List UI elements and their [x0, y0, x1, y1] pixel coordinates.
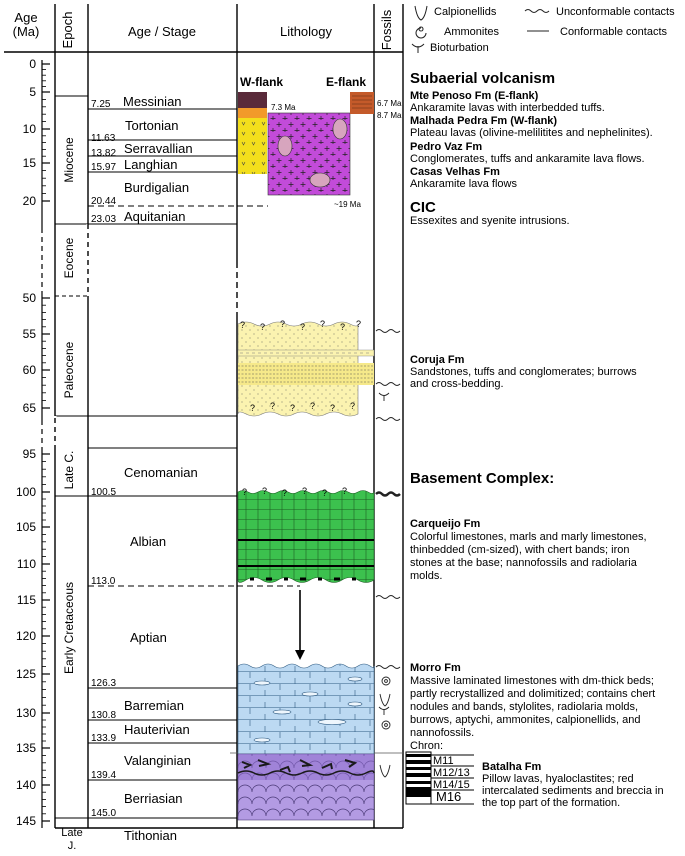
lithology-volcanics: [238, 75, 402, 209]
uncertain-mark: ?: [270, 401, 276, 411]
lithology-morro: [238, 664, 375, 754]
stage-age: 20.44: [91, 196, 117, 207]
header-epoch: Epoch: [60, 11, 75, 49]
stage-name: Albian: [130, 534, 167, 549]
stage-name: Tortonian: [125, 118, 179, 133]
age-tick-label: 15: [22, 156, 36, 170]
basement-heading: Basement Complex:: [410, 470, 555, 487]
uncertain-mark: ?: [262, 486, 268, 496]
uncertain-mark: ?: [260, 322, 266, 332]
uncertain-mark: ?: [250, 403, 256, 413]
epoch-late-jurassic: Late: [61, 827, 83, 839]
chron-m16: M16: [436, 789, 462, 804]
lithology-batalha: [238, 754, 374, 820]
stage-age: 113.0: [91, 576, 116, 587]
legend: [412, 6, 675, 54]
stage-name: Cenomanian: [124, 465, 198, 480]
epoch-late-jurassic-j: J.: [67, 840, 77, 851]
age-tick-label: 130: [15, 706, 36, 720]
carqueijo-text-4: molds.: [410, 570, 443, 582]
uncertain-mark: ?: [322, 488, 328, 498]
age-tick-label: 105: [15, 520, 36, 534]
chron-m12: M12/13: [433, 767, 470, 779]
formation-descriptions: [410, 70, 664, 809]
epoch-paleocene: Paleocene: [62, 341, 76, 399]
stage-name: Valanginian: [124, 753, 191, 768]
age-tick-label: 65: [22, 401, 36, 415]
stage-name: Burdigalian: [124, 180, 190, 195]
age-arrow: [295, 590, 305, 660]
age-tick-label: 140: [15, 778, 36, 792]
epoch-early-cretaceous: Early Cretaceous: [62, 581, 76, 675]
uncertain-mark: ?: [342, 486, 348, 496]
mte-penoso-lava: [350, 92, 374, 114]
morro-text-4: burrows, aptychi, ammonites, calpionellids, and: [410, 714, 641, 726]
age-tick-label: 145: [15, 814, 36, 828]
stage-age: 126.3: [91, 678, 117, 689]
morro-text-1: Massive laminated limestones with dm-thick beds;: [410, 675, 654, 687]
ammonite-icon: [416, 27, 426, 38]
uncertain-mark: ?: [282, 488, 288, 498]
morro-text-2: partly recrystallized and dolimitized; contains chert: [410, 688, 656, 700]
column-headers: [13, 9, 394, 50]
coruja-text-1: Sandstones, tuffs and conglomerates; burrows: [410, 366, 637, 378]
xenolith-3: [310, 173, 330, 187]
casas-velhas-text: Ankaramite lava flows: [410, 178, 517, 190]
header-stage: Age / Stage: [128, 24, 196, 39]
stage-age: 133.9: [91, 733, 117, 744]
pedro-vaz-heading: Pedro Vaz Fm: [410, 141, 483, 153]
xenolith-1: [278, 136, 292, 156]
cic-heading: CIC: [410, 199, 436, 216]
label-8-7-ma: 8.7 Ma: [377, 111, 402, 120]
uncertain-mark: ?: [300, 322, 306, 332]
stage-age: 130.8: [91, 710, 117, 721]
calpionellid-icon: [415, 6, 427, 20]
epoch-miocene: Miocene: [62, 137, 76, 183]
label-6-7-ma: 6.7 Ma: [377, 99, 402, 108]
chron-label: Chron:: [410, 740, 444, 752]
legend-bioturbation: Bioturbation: [430, 42, 489, 54]
uncertain-mark: ?: [356, 319, 362, 329]
stage-name: Berriasian: [124, 791, 183, 806]
age-tick-label: 5: [29, 85, 36, 99]
uncertain-mark: ?: [350, 401, 356, 411]
uncertain-mark: ?: [330, 403, 336, 413]
xenolith-2: [333, 119, 347, 139]
stage-age: 23.03: [91, 214, 117, 225]
fossil-column: [376, 330, 400, 778]
age-tick-label: 135: [15, 741, 36, 755]
epoch-column: [55, 96, 88, 851]
age-tick-label: 55: [22, 327, 36, 341]
messinian-lava-w: [238, 92, 267, 108]
stage-name: Serravallian: [124, 141, 193, 156]
header-lithology: Lithology: [279, 24, 333, 39]
unconformable-icon: [525, 10, 549, 13]
stage-name: Messinian: [123, 94, 182, 109]
pedro-vaz-text: Conglomerates, tuffs and ankaramite lava flows.: [410, 153, 645, 165]
epoch-eocene: Eocene: [62, 237, 76, 279]
legend-unconformable: Unconformable contacts: [556, 6, 675, 18]
stage-age: 100.5: [91, 487, 117, 498]
batalha-heading: Batalha Fm: [482, 761, 542, 773]
header-fossils: Fossils: [379, 9, 394, 51]
lithology-carqueijo: [238, 486, 374, 583]
lithology-coruja: [238, 319, 374, 416]
legend-calpionellids: Calpionellids: [434, 6, 497, 18]
header-age: Age (Ma): [12, 10, 40, 39]
uncertain-mark: ?: [242, 487, 248, 497]
age-tick-label: 50: [22, 291, 36, 305]
uncertain-mark: ?: [240, 320, 246, 330]
stage-name: Aquitanian: [124, 209, 186, 224]
carqueijo-text-2: thinbedded (cm-sized), with chert bands; iron: [410, 544, 630, 556]
carqueijo-text-1: Colorful limestones, marls and marly limestones,: [410, 531, 647, 543]
chron-m11: M11: [433, 755, 454, 767]
age-axis: [16, 57, 50, 828]
orange-tuff-band: [238, 108, 267, 118]
malhada-text: Plateau lavas (olivine-melilitites and nephelinites).: [410, 127, 653, 139]
label-7-3-ma: 7.3 Ma: [271, 103, 296, 112]
stage-age: 145.0: [91, 808, 117, 819]
stage-age: 13.82: [91, 148, 117, 159]
stage-age: 7.25: [91, 99, 111, 110]
age-tick-label: 120: [15, 629, 36, 643]
age-tick-label: 100: [15, 485, 36, 499]
batalha-text-1: Pillow lavas, hyaloclastites; red: [482, 773, 634, 785]
carqueijo-heading: Carqueijo Fm: [410, 518, 481, 530]
age-tick-label: 95: [22, 447, 36, 461]
uncertain-mark: ?: [340, 322, 346, 332]
stage-age: 15.97: [91, 162, 117, 173]
stage-age: 139.4: [91, 770, 117, 781]
age-tick-label: 60: [22, 363, 36, 377]
morro-text-3: nodules and bands, stylolites, radiolaria molds,: [410, 701, 639, 713]
morro-text-5: nannofossils.: [410, 727, 475, 739]
uncertain-mark: ?: [320, 319, 326, 329]
batalha-text-3: the top part of the formation.: [482, 797, 621, 809]
coruja-text-2: and cross-bedding.: [410, 378, 504, 390]
stage-name: Langhian: [124, 157, 178, 172]
uncertain-mark: ?: [302, 486, 308, 496]
label-19-ma: ~19 Ma: [334, 200, 361, 209]
age-tick-label: 125: [15, 667, 36, 681]
legend-ammonites: Ammonites: [444, 26, 500, 38]
epoch-late-cretaceous: Late C.: [62, 450, 76, 490]
heading-subaerial: Subaerial volcanism: [410, 70, 556, 87]
uncertain-mark: ?: [280, 319, 286, 329]
age-tick-label: 0: [29, 57, 36, 71]
chron-m14: M14/15: [433, 779, 470, 791]
label-e-flank: E-flank: [326, 75, 367, 89]
cic-text: Essexites and syenite intrusions.: [410, 215, 570, 227]
age-tick-label: 110: [16, 557, 36, 571]
age-tick-label: 20: [22, 194, 36, 208]
stage-name: Aptian: [130, 630, 167, 645]
casas-velhas-heading: Casas Velhas Fm: [410, 166, 500, 178]
uncertain-mark: ?: [290, 403, 296, 413]
age-tick-label: 115: [16, 593, 36, 607]
mte-penoso-text: Ankaramite lavas with interbedded tuffs.: [410, 102, 605, 114]
age-tick-label: 10: [22, 122, 36, 136]
mte-penoso-heading: Mte Penoso Fm (E-flank): [410, 90, 539, 102]
coruja-heading: Coruja Fm: [410, 354, 465, 366]
batalha-text-2: intercalated sediments and breccia in: [482, 785, 664, 797]
bioturbation-icon: [412, 44, 424, 53]
stage-name: Hauterivian: [124, 722, 190, 737]
malhada-heading: Malhada Pedra Fm (W-flank): [410, 115, 558, 127]
morro-heading: Morro Fm: [410, 662, 461, 674]
stage-age: 11.63: [91, 133, 116, 144]
stage-name: Barremian: [124, 698, 184, 713]
yellow-lava-w: [238, 118, 267, 174]
label-w-flank: W-flank: [240, 75, 284, 89]
carqueijo-text-3: stones at the base; nannofossils and radiolaria: [410, 557, 637, 569]
uncertain-mark: ?: [310, 401, 316, 411]
stage-name: Tithonian: [124, 828, 177, 843]
legend-conformable: Conformable contacts: [560, 26, 667, 38]
chron-column: [406, 740, 474, 804]
